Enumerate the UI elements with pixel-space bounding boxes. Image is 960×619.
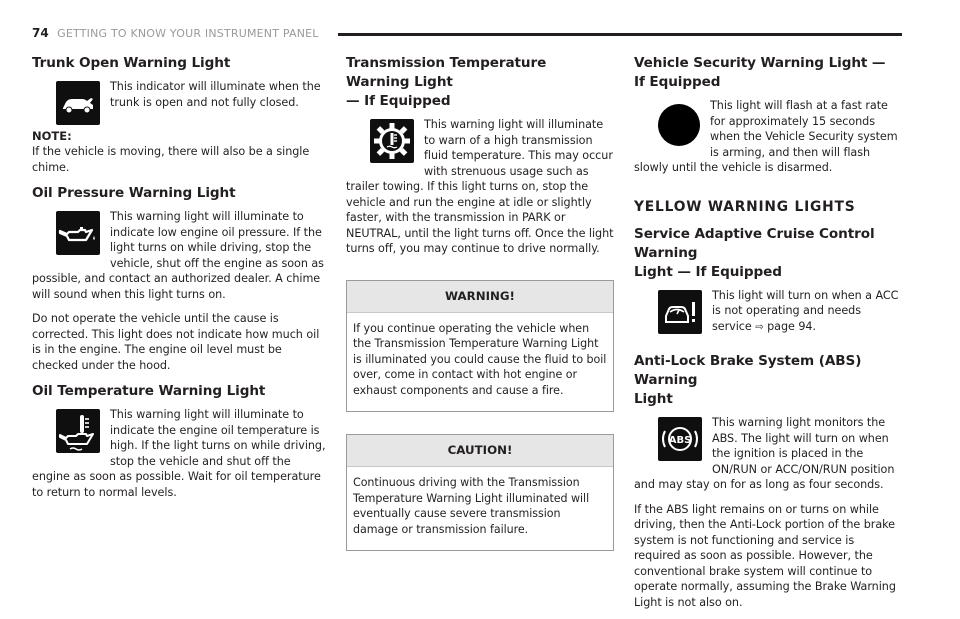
car-trunk-open-icon [56, 81, 100, 125]
column-2 [346, 54, 614, 551]
transmission-heading-line-2: — If Equipped [346, 93, 451, 109]
transmission-temperature-heading [346, 54, 614, 111]
abs-icon-label: ABS [668, 435, 692, 446]
security-light-icon [658, 104, 700, 146]
oil-can-icon [56, 211, 100, 255]
abs-text-2: If the ABS light remains on or turns on while driving, then the Anti-Lock portion of the brake system is not functioning and service is required as soon as possible. However, the conventional brake system will continue to operate normally, assuming the Brake Warning Light is not also on. [634, 502, 896, 609]
trunk-open-text: This indicator will illuminate when the trunk is open and not fully closed. [110, 80, 321, 109]
warning-label: WARNING! [347, 281, 613, 313]
yellow-warning-lights-heading: YELLOW WARNING LIGHTS [634, 198, 856, 215]
acc-page-link[interactable]: page 94. [767, 319, 816, 333]
warning-box [346, 280, 614, 413]
abs-icon [658, 417, 702, 461]
oil-temperature-text: This warning light will illuminate to indicate the engine oil temperature is high. If the light turns on while driving, stop the vehicle and shut off the engine as soon as possible. Wait for oil temperature to return to normal levels. [32, 408, 326, 499]
caution-label: CAUTION! [347, 435, 613, 467]
note-label: NOTE: [32, 129, 72, 143]
oil-temperature-icon [56, 409, 100, 453]
oil-pressure-text-2: Do not operate the vehicle until the cause is corrected. This light does not indicate how much oil is in the engine. The engine oil level must be checked under the hood. [32, 312, 320, 372]
acc-heading-line-2: Light — If Equipped [634, 263, 782, 280]
column-1 [32, 54, 328, 509]
transmission-temperature-text: This warning light will illuminate to warn of a high transmission fluid temperature. This may occur with strenuous usage such as trailer towing. If this light turns on, stop the vehicle and run the engine at idle or slightly faster, with the transmission in PARK or NEUTRAL, until the light turns off. Once the light turns off, you may continue to drive normally. [346, 118, 614, 255]
vehicle-security-text: This light will flash at a fast rate for approximately 15 seconds when the Vehicle Security system is arming, and then will flash slowly until the vehicle is disarmed. [634, 99, 898, 174]
oil-pressure-text-1: This warning light will illuminate to indicate low engine oil pressure. If the light turns on while driving, stop the vehicle, shut off the engine as soon as possible, and contact an authorized dealer. A chime will sound when this light turns on. [32, 210, 324, 301]
acc-text-main: This light will turn on when a ACC is not operating and needs service [712, 288, 899, 333]
caution-text: Continuous driving with the Transmission Temperature Warning Light illuminated will eventually cause severe transmission damage or transmission failure. [353, 476, 590, 536]
security-heading-line-1: Vehicle Security Warning Light — [634, 55, 886, 71]
abs-heading [634, 352, 902, 409]
acc-heading [634, 225, 902, 282]
abs-heading-line-1: Anti-Lock Brake System (ABS) Warning [634, 353, 862, 388]
oil-pressure-heading: Oil Pressure Warning Light [32, 185, 236, 201]
acc-heading-line-1: Service Adaptive Cruise Control Warning [634, 225, 875, 261]
page-header [32, 24, 902, 40]
page-reference-arrow-icon: ⇨ [755, 321, 764, 333]
security-heading-line-2: If Equipped [634, 74, 721, 90]
trunk-open-heading: Trunk Open Warning Light [32, 55, 231, 71]
note-text: If the vehicle is moving, there will also be a single chime. [32, 145, 310, 174]
warning-text: If you continue operating the vehicle when the Transmission Temperature Warning Light is illuminated you could cause the fluid to boil over, come in contact with hot engine or exhaust components and cause a fire. [353, 321, 607, 397]
section-title: GETTING TO KNOW YOUR INSTRUMENT PANEL [57, 27, 319, 40]
vehicle-security-heading [634, 54, 902, 92]
oil-temperature-heading: Oil Temperature Warning Light [32, 383, 266, 399]
column-3 [634, 54, 902, 619]
abs-heading-line-2: Light [634, 391, 673, 407]
transmission-temperature-gear-icon [370, 119, 414, 163]
adaptive-cruise-warning-icon [658, 290, 702, 334]
page-number: 74 [32, 26, 49, 40]
header-rule [338, 33, 902, 36]
transmission-heading-line-1: Transmission Temperature Warning Light [346, 55, 547, 90]
abs-text-1: This warning light monitors the ABS. The light will turn on when the ignition is placed in the ON/RUN or ACC/ON/RUN position and may stay on for as long as four seconds. [634, 416, 895, 491]
caution-box [346, 434, 614, 551]
